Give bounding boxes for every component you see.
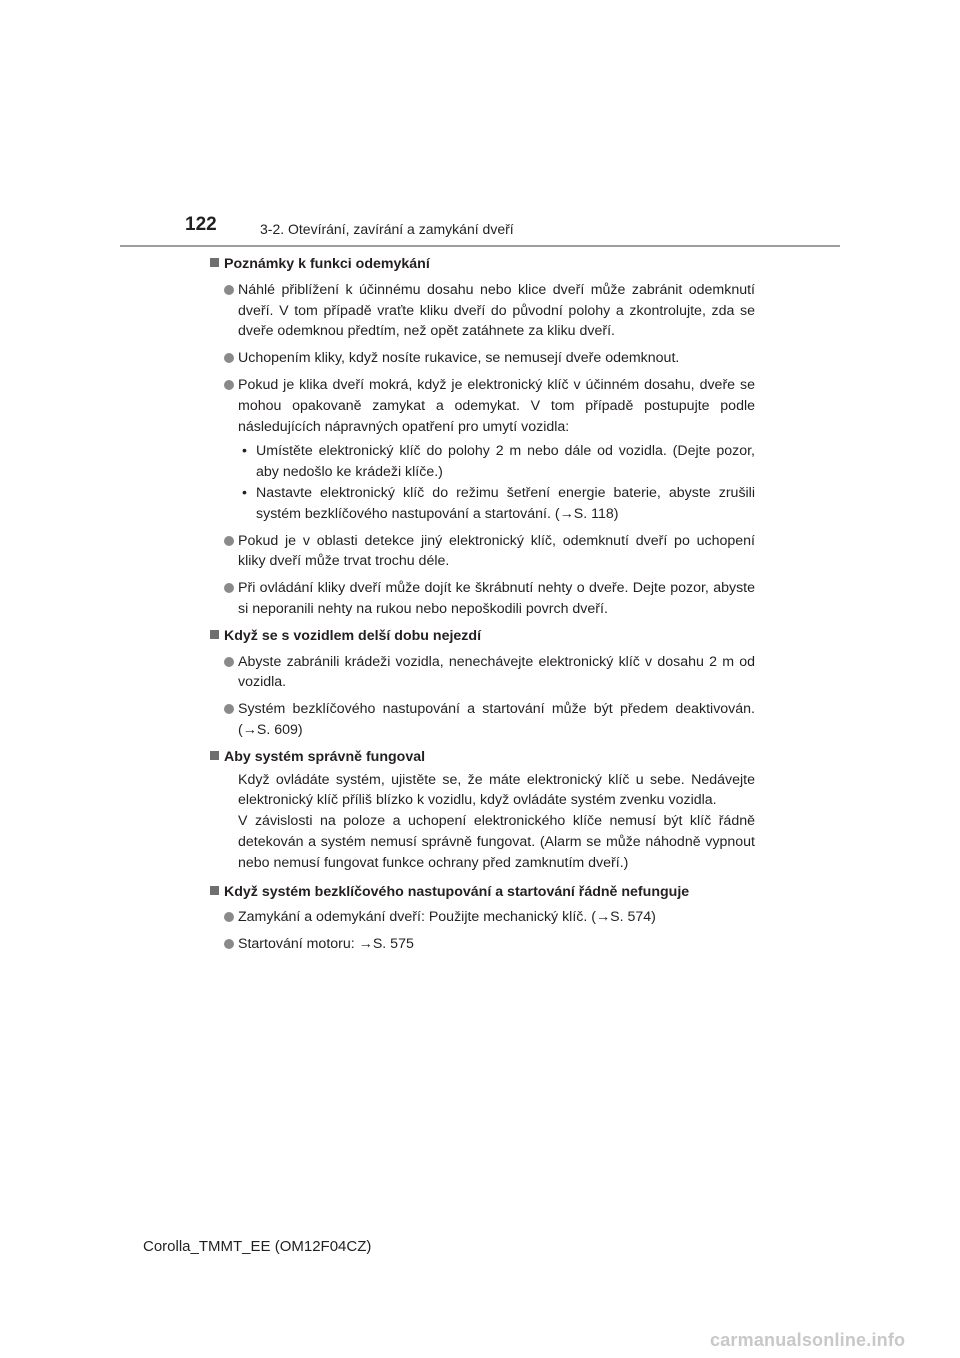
watermark: carmanualsonline.info — [710, 1330, 906, 1350]
round-bullet-icon — [224, 583, 234, 593]
round-bullet-icon — [224, 536, 234, 546]
small-bullet-icon: • — [242, 484, 247, 501]
round-bullet-icon — [224, 285, 234, 295]
list-item: Startování motoru: →S. 575 — [210, 934, 755, 955]
square-bullet-icon — [210, 630, 219, 639]
page-content — [210, 254, 755, 961]
round-bullet-icon — [224, 353, 234, 363]
paragraph: Když ovládáte systém, ujistěte se, že máte elektronický klíč u sebe. Nedávejte elektronický klíč příliš blízko k vozidlu, když ovládáte systém zvenku vozidla. — [238, 771, 755, 809]
section-title: Když systém bezklíčového nastupování a startování řádně nefunguje — [210, 882, 755, 903]
header-divider — [120, 245, 840, 247]
list-item: Pokud je klika dveří mokrá, když je elektronický klíč v účinném dosahu, dveře se mohou opakovaně zamykat a odemykat. V tom případě postupujte podle následujících nápravných opatření pro umytí vozidla: — [210, 375, 755, 437]
chapter-title: 3-2. Otevírání, zavírání a zamykání dveří — [260, 221, 514, 237]
round-bullet-icon — [224, 380, 234, 390]
round-bullet-icon — [224, 704, 234, 714]
sub-list — [242, 441, 755, 524]
square-bullet-icon — [210, 751, 219, 760]
section-correct-operation — [210, 747, 755, 874]
list-item: Pokud je v oblasti detekce jiný elektronický klíč, odemknutí dveří po uchopení kliky dveří může trvat trochu déle. — [210, 531, 755, 573]
square-bullet-icon — [210, 258, 219, 267]
round-bullet-icon — [224, 939, 234, 949]
list-item: Zamykání a odemykání dveří: Použijte mechanický klíč. (→S. 574) — [210, 907, 755, 928]
section-unlock-notes — [210, 254, 755, 620]
paragraph: V závislosti na poloze a uchopení elektronického klíče nemusí být klíč řádně detekován a systém nemusí správně fungovat. (Alarm se může náhodně vypnout nebo nemusí fungovat funkce ochrany před zamknutím dveří.) — [238, 813, 755, 871]
square-bullet-icon — [210, 886, 219, 895]
section-title: Poznámky k funkci odemykání — [210, 254, 755, 275]
section-malfunction — [210, 882, 755, 955]
sub-list-item: • Nastavte elektronický klíč do režimu šetření energie baterie, abyste zrušili systém bezklíčového nastupování a startování. (→S. 118) — [242, 484, 755, 522]
section-long-idle — [210, 626, 755, 741]
page-number: 122 — [185, 214, 217, 235]
list-item: Při ovládání kliky dveří může dojít ke škrábnutí nehty o dveře. Dejte pozor, abyste si neporanili nehty na rukou nebo nepoškodili povrch dveří. — [210, 578, 755, 620]
section-title: Když se s vozidlem delší dobu nejezdí — [210, 626, 755, 647]
round-bullet-icon — [224, 912, 234, 922]
list-item: Systém bezklíčového nastupování a startování může být předem deaktivován. (→S. 609) — [210, 699, 755, 741]
list-item: Náhlé přiblížení k účinnému dosahu nebo klice dveří může zabránit odemknutí dveří. V tom případě vraťte kliku dveří do původní polohy a zkontrolujte, zda se dveře odemknou předtím, než opět zatáhnete za kliku dveří. — [210, 280, 755, 342]
sub-list-item: • Umístěte elektronický klíč do polohy 2 m nebo dále od vozidla. (Dejte pozor, aby nedošlo ke krádeži klíče.) — [242, 443, 755, 481]
list-item: Abyste zabránili krádeži vozidla, nenechávejte elektronický klíč v dosahu 2 m od vozidla. — [210, 652, 755, 694]
round-bullet-icon — [224, 657, 234, 667]
list-item: Uchopením kliky, když nosíte rukavice, se nemusejí dveře odemknout. — [210, 348, 755, 369]
small-bullet-icon: • — [242, 443, 247, 460]
section-title: Aby systém správně fungoval — [210, 747, 755, 768]
footer-document-code: Corolla_TMMT_EE (OM12F04CZ) — [143, 1238, 372, 1255]
